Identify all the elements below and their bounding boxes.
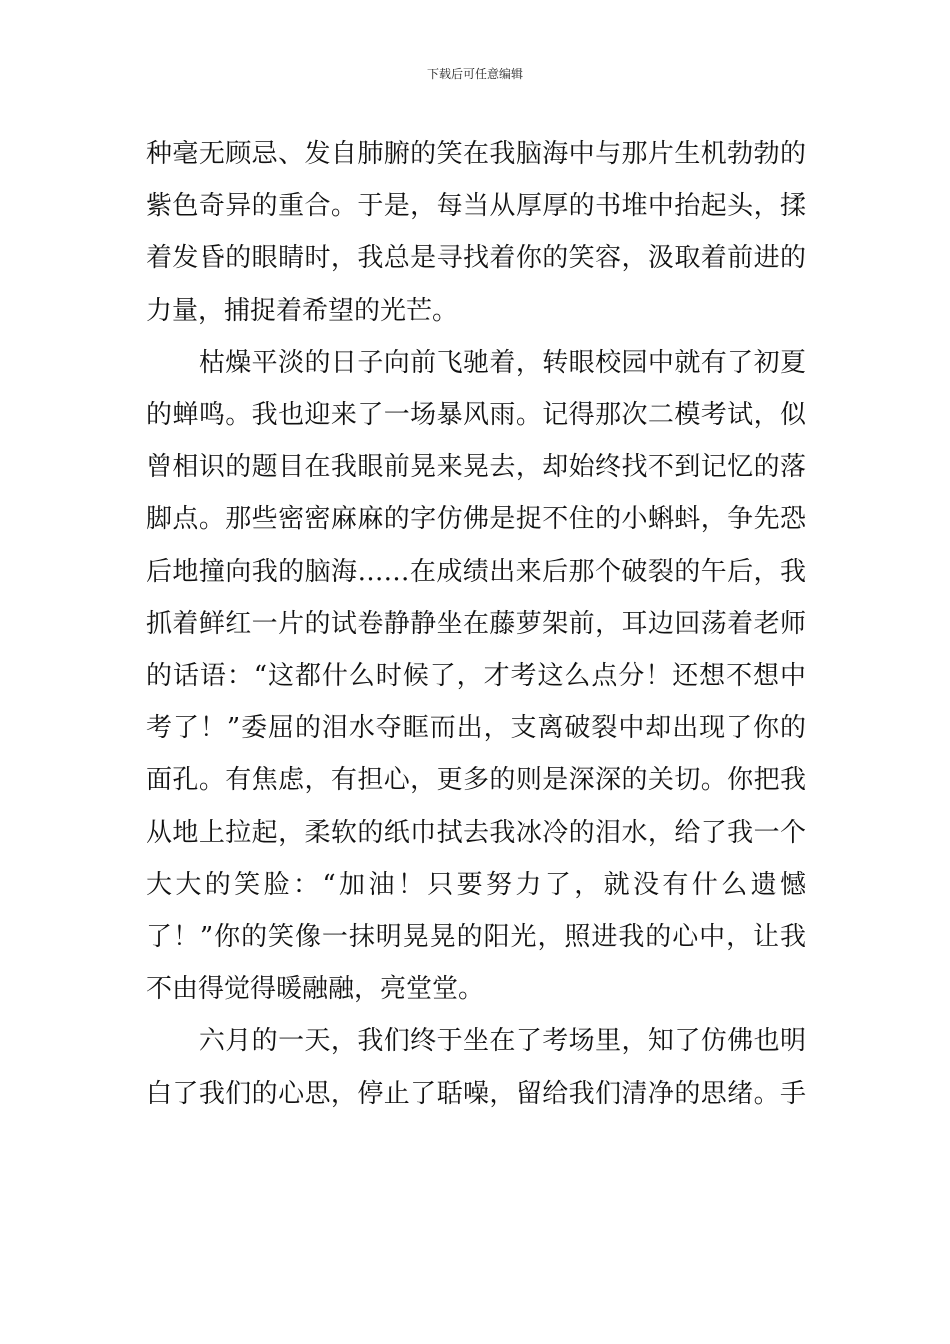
text-line: 考了！”委屈的泪水夺眶而出，支离破裂中却出现了你的 xyxy=(146,713,806,744)
text-line: 了！”你的笑像一抹明晃晃的阳光，照进我的心中，让我 xyxy=(146,922,806,953)
text-line: 脚点。那些密密麻麻的字仿佛是捉不住的小蝌蚪，争先恐 xyxy=(146,504,806,535)
paragraph xyxy=(146,1015,806,1119)
text-line: 从地上拉起，柔软的纸巾拭去我冰冷的泪水，给了我一个 xyxy=(146,817,806,848)
text-line: 面孔。有焦虑，有担心，更多的则是深深的关切。你把我 xyxy=(146,765,806,796)
text-line: 种毫无顾忌、发自肺腑的笑在我脑海中与那片生机勃勃的 xyxy=(146,139,806,169)
text-line: 六月的一天，我们终于坐在了考场里，知了仿佛也明 xyxy=(146,1026,806,1057)
text-line: 不由得觉得暖融融，亮堂堂。 xyxy=(146,974,485,1005)
text-line: 枯燥平淡的日子向前飞驰着，转眼校园中就有了初夏 xyxy=(146,347,806,378)
page-header: 下载后可任意编辑 xyxy=(426,67,523,81)
text-line: 曾相识的题目在我眼前晃来晃去，却始终找不到记忆的落 xyxy=(146,452,806,483)
paragraph xyxy=(146,128,806,337)
text-line: 力量，捕捉着希望的光芒。 xyxy=(146,295,459,326)
document-body xyxy=(146,128,806,1120)
text-line: 大大的笑脸：“加油！只要努力了，就没有什么遗憾 xyxy=(146,869,806,900)
text-line: 的蝉鸣。我也迎来了一场暴风雨。记得那次二模考试，似 xyxy=(146,400,806,431)
text-line: 的话语：“这都什么时候了，才考这么点分！还想不想中 xyxy=(146,661,806,692)
paragraph xyxy=(146,337,806,1016)
text-line: 紫色奇异的重合。于是，每当从厚厚的书堆中抬起头，揉 xyxy=(146,191,806,222)
text-line: 着发昏的眼睛时，我总是寻找着你的笑容，汲取着前进的 xyxy=(146,243,806,274)
text-line: 后地撞向我的脑海……在成绩出来后那个破裂的午后，我 xyxy=(146,556,806,587)
text-line: 抓着鲜红一片的试卷静静坐在藤萝架前，耳边回荡着老师 xyxy=(146,608,806,639)
text-line: 白了我们的心思，停止了聒噪，留给我们清净的思绪。手 xyxy=(146,1078,806,1109)
